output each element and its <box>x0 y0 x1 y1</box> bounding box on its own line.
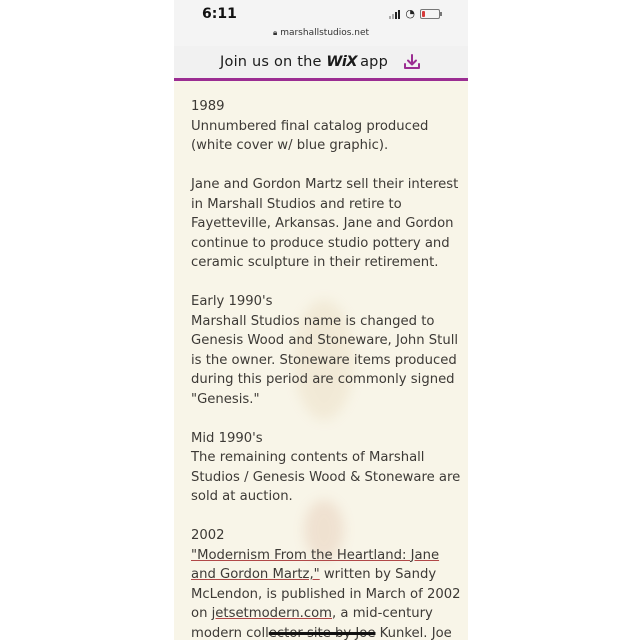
timeline-entry <box>191 292 461 409</box>
entry-heading: 1989 <box>191 99 225 114</box>
url-text: marshallstudios.net <box>280 28 370 38</box>
entry-body <box>191 546 461 640</box>
banner-app-word: app <box>360 54 388 70</box>
struck-text: ector site by Joe <box>268 625 376 640</box>
timeline-entry <box>191 97 461 156</box>
entry-heading: 2002 <box>191 528 225 543</box>
timeline-entry <box>191 429 461 507</box>
entry-body: Jane and Gordon Martz sell their interest in Marshall Studios and retire to Fayetteville, Arkansas. Jane and Gordon continue to produce studio pottery and ceramic sculpture in their retirement. <box>191 177 459 270</box>
battery-icon <box>420 9 440 19</box>
entry-body: The remaining contents of Marshall Studios / Genesis Wood & Stoneware are sold at auction. <box>191 450 461 504</box>
entry-text: , a mid-century modern coll <box>191 606 433 640</box>
book-link[interactable]: "Modernism From the Heartland: Jane and Gordon Martz," <box>191 547 440 582</box>
lock-icon: 🔒︎ <box>272 28 278 37</box>
status-icons <box>389 9 440 19</box>
banner-prefix: Join us on the <box>220 54 327 70</box>
jetsetmodern-link[interactable]: jetsetmodern.com <box>211 606 333 621</box>
entry-body: Unnumbered final catalog produced (white cover w/ blue graphic). <box>191 118 429 153</box>
entry-body: Marshall Studios name is changed to Genesis Wood and Stoneware, John Stull is the owner. Stoneware items produced during this period are commonly signed "Genesis." <box>191 313 459 407</box>
timeline-entry <box>191 175 461 273</box>
download-icon[interactable] <box>402 52 422 72</box>
status-time: 6:11 <box>202 6 237 22</box>
wix-app-banner[interactable] <box>174 46 468 81</box>
entry-text: written by Sandy McLendon, is published in March of 2002 on <box>191 567 461 621</box>
timeline-content <box>191 97 461 640</box>
wix-logo-text: WiX <box>326 54 358 70</box>
signal-icon <box>389 10 400 19</box>
banner-text <box>220 54 388 70</box>
entry-text: Kunkel. Joe <box>375 625 452 640</box>
entry-heading: Early 1990's <box>191 294 273 309</box>
phone-screen <box>174 0 468 640</box>
wifi-icon: ◔ <box>405 7 415 20</box>
entry-heading: Mid 1990's <box>191 430 263 446</box>
status-bar <box>174 0 468 47</box>
address-bar[interactable] <box>174 28 468 38</box>
timeline-entry <box>191 526 461 640</box>
battery-level <box>422 11 425 17</box>
